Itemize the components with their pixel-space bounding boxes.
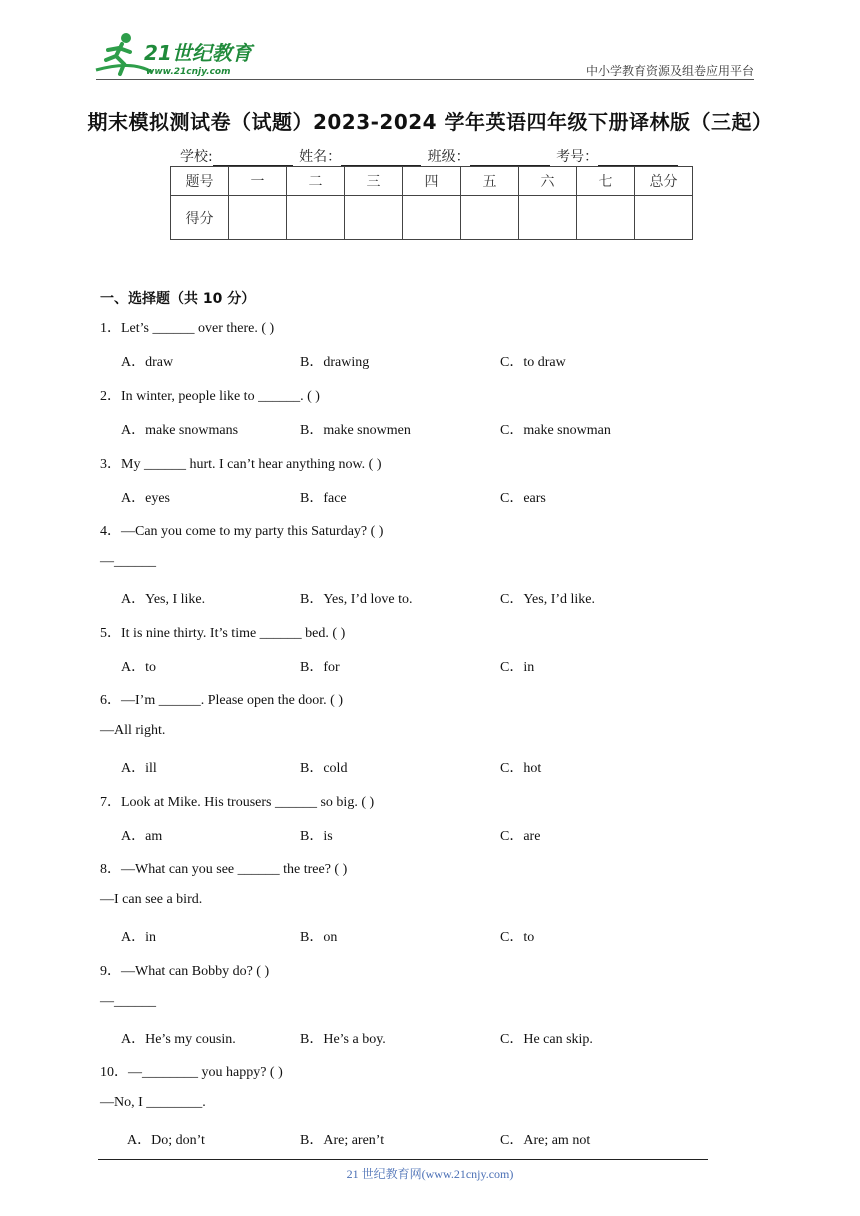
question-stem-reply: —No, I ________. — [100, 1095, 206, 1110]
option-b[interactable]: B．cold — [300, 761, 348, 776]
option-c[interactable]: C．are — [500, 829, 541, 844]
logo — [92, 30, 262, 80]
score-cell[interactable] — [345, 196, 403, 240]
exam-no-blank[interactable] — [598, 151, 678, 166]
question-stem: 6．—I’m ______. Please open the door. ( ) — [100, 693, 344, 708]
score-row-label: 得分 — [171, 196, 229, 240]
score-header-cell: 四 — [403, 167, 461, 196]
option-c[interactable]: C．hot — [500, 761, 542, 776]
name-label: 姓名： — [299, 149, 342, 165]
question-stem-reply: —All right. — [100, 723, 166, 738]
option-c[interactable]: C．to — [500, 930, 535, 945]
option-c[interactable]: C．make snowman — [500, 423, 611, 438]
option-b[interactable]: B．Yes, I’d love to. — [300, 592, 413, 607]
score-cell[interactable] — [287, 196, 345, 240]
name-blank[interactable] — [341, 151, 421, 166]
score-header-cell: 六 — [519, 167, 577, 196]
option-a[interactable]: A．Do; don’t — [127, 1133, 205, 1148]
question-stem: 3．My ______ hurt. I can’t hear anything now. ( ) — [100, 457, 382, 472]
question-stem: 8．—What can you see ______ the tree? ( ) — [100, 862, 348, 877]
score-header-cell: 三 — [345, 167, 403, 196]
score-table — [170, 166, 693, 240]
option-c[interactable]: C．to draw — [500, 355, 566, 370]
option-a[interactable]: A．to — [121, 660, 156, 675]
option-b[interactable]: B．for — [300, 660, 340, 675]
footer-link[interactable]: 21 世纪教育网(www.21cnjy.com) — [346, 1167, 514, 1181]
exam-no-label: 考号： — [556, 149, 599, 165]
header-rule — [96, 79, 754, 80]
question-stem: 1．Let’s ______ over there. ( ) — [100, 321, 275, 336]
option-a[interactable]: A．Yes, I like. — [121, 592, 206, 607]
option-b[interactable]: B．face — [300, 491, 347, 506]
logo-url: www.21cnjy.com — [146, 67, 231, 77]
student-info-line — [180, 146, 680, 166]
school-label: 学校: — [180, 149, 213, 165]
question-stem: 9．—What can Bobby do? ( ) — [100, 964, 270, 979]
option-a[interactable]: A．ill — [121, 761, 157, 776]
score-cell[interactable] — [403, 196, 461, 240]
option-a[interactable]: A．eyes — [121, 491, 170, 506]
school-blank[interactable] — [213, 151, 293, 166]
score-cell[interactable] — [461, 196, 519, 240]
question-stem: 7．Look at Mike. His trousers ______ so big. ( ) — [100, 795, 375, 810]
page-title: 期末模拟测试卷（试题）2023-2024 学年英语四年级下册译林版（三起） — [87, 110, 773, 134]
score-header-cell: 五 — [461, 167, 519, 196]
site-name: 中小学教育资源及组卷应用平台 — [585, 64, 754, 78]
question-stem: 2．In winter, people like to ______. ( ) — [100, 389, 320, 404]
option-b[interactable]: B．Are; aren’t — [300, 1133, 385, 1148]
score-table-header-row — [171, 167, 693, 196]
option-c[interactable]: C．He can skip. — [500, 1032, 593, 1047]
class-label: 班级： — [427, 149, 470, 165]
option-a[interactable]: A．make snowmans — [121, 423, 239, 438]
score-header-cell: 题号 — [171, 167, 229, 196]
option-b[interactable]: B．make snowmen — [300, 423, 411, 438]
score-cell[interactable] — [635, 196, 693, 240]
question-stem-reply: —I can see a bird. — [100, 892, 203, 907]
option-c[interactable]: C．Yes, I’d like. — [500, 592, 596, 607]
question-stem: 4．—Can you come to my party this Saturday? ( ) — [100, 524, 384, 539]
option-b[interactable]: B．on — [300, 930, 338, 945]
option-a[interactable]: A．am — [121, 829, 163, 844]
question-stem: 10．—________ you happy? ( ) — [100, 1065, 283, 1080]
option-b[interactable]: B．drawing — [300, 355, 370, 370]
question-stem-reply: —______ — [100, 994, 156, 1009]
option-a[interactable]: A．He’s my cousin. — [121, 1032, 236, 1047]
option-c[interactable]: C．Are; am not — [500, 1133, 591, 1148]
option-c[interactable]: C．ears — [500, 491, 546, 506]
footer-rule — [98, 1159, 708, 1160]
option-b[interactable]: B．He’s a boy. — [300, 1032, 386, 1047]
option-c[interactable]: C．in — [500, 660, 535, 675]
section-heading: 一、选择题（共 10 分） — [100, 291, 256, 307]
question-stem: 5．It is nine thirty. It’s time ______ bed. ( ) — [100, 626, 346, 641]
option-a[interactable]: A．draw — [121, 355, 174, 370]
question-stem-reply: —______ — [100, 554, 156, 569]
score-cell[interactable] — [229, 196, 287, 240]
score-header-cell: 二 — [287, 167, 345, 196]
class-blank[interactable] — [470, 151, 550, 166]
score-table-score-row — [171, 196, 693, 240]
score-header-cell: 一 — [229, 167, 287, 196]
option-a[interactable]: A．in — [121, 930, 156, 945]
score-cell[interactable] — [519, 196, 577, 240]
option-b[interactable]: B．is — [300, 829, 333, 844]
logo-text: 21世纪教育 — [144, 41, 252, 65]
score-header-cell: 七 — [577, 167, 635, 196]
score-header-cell: 总分 — [635, 167, 693, 196]
score-cell[interactable] — [577, 196, 635, 240]
